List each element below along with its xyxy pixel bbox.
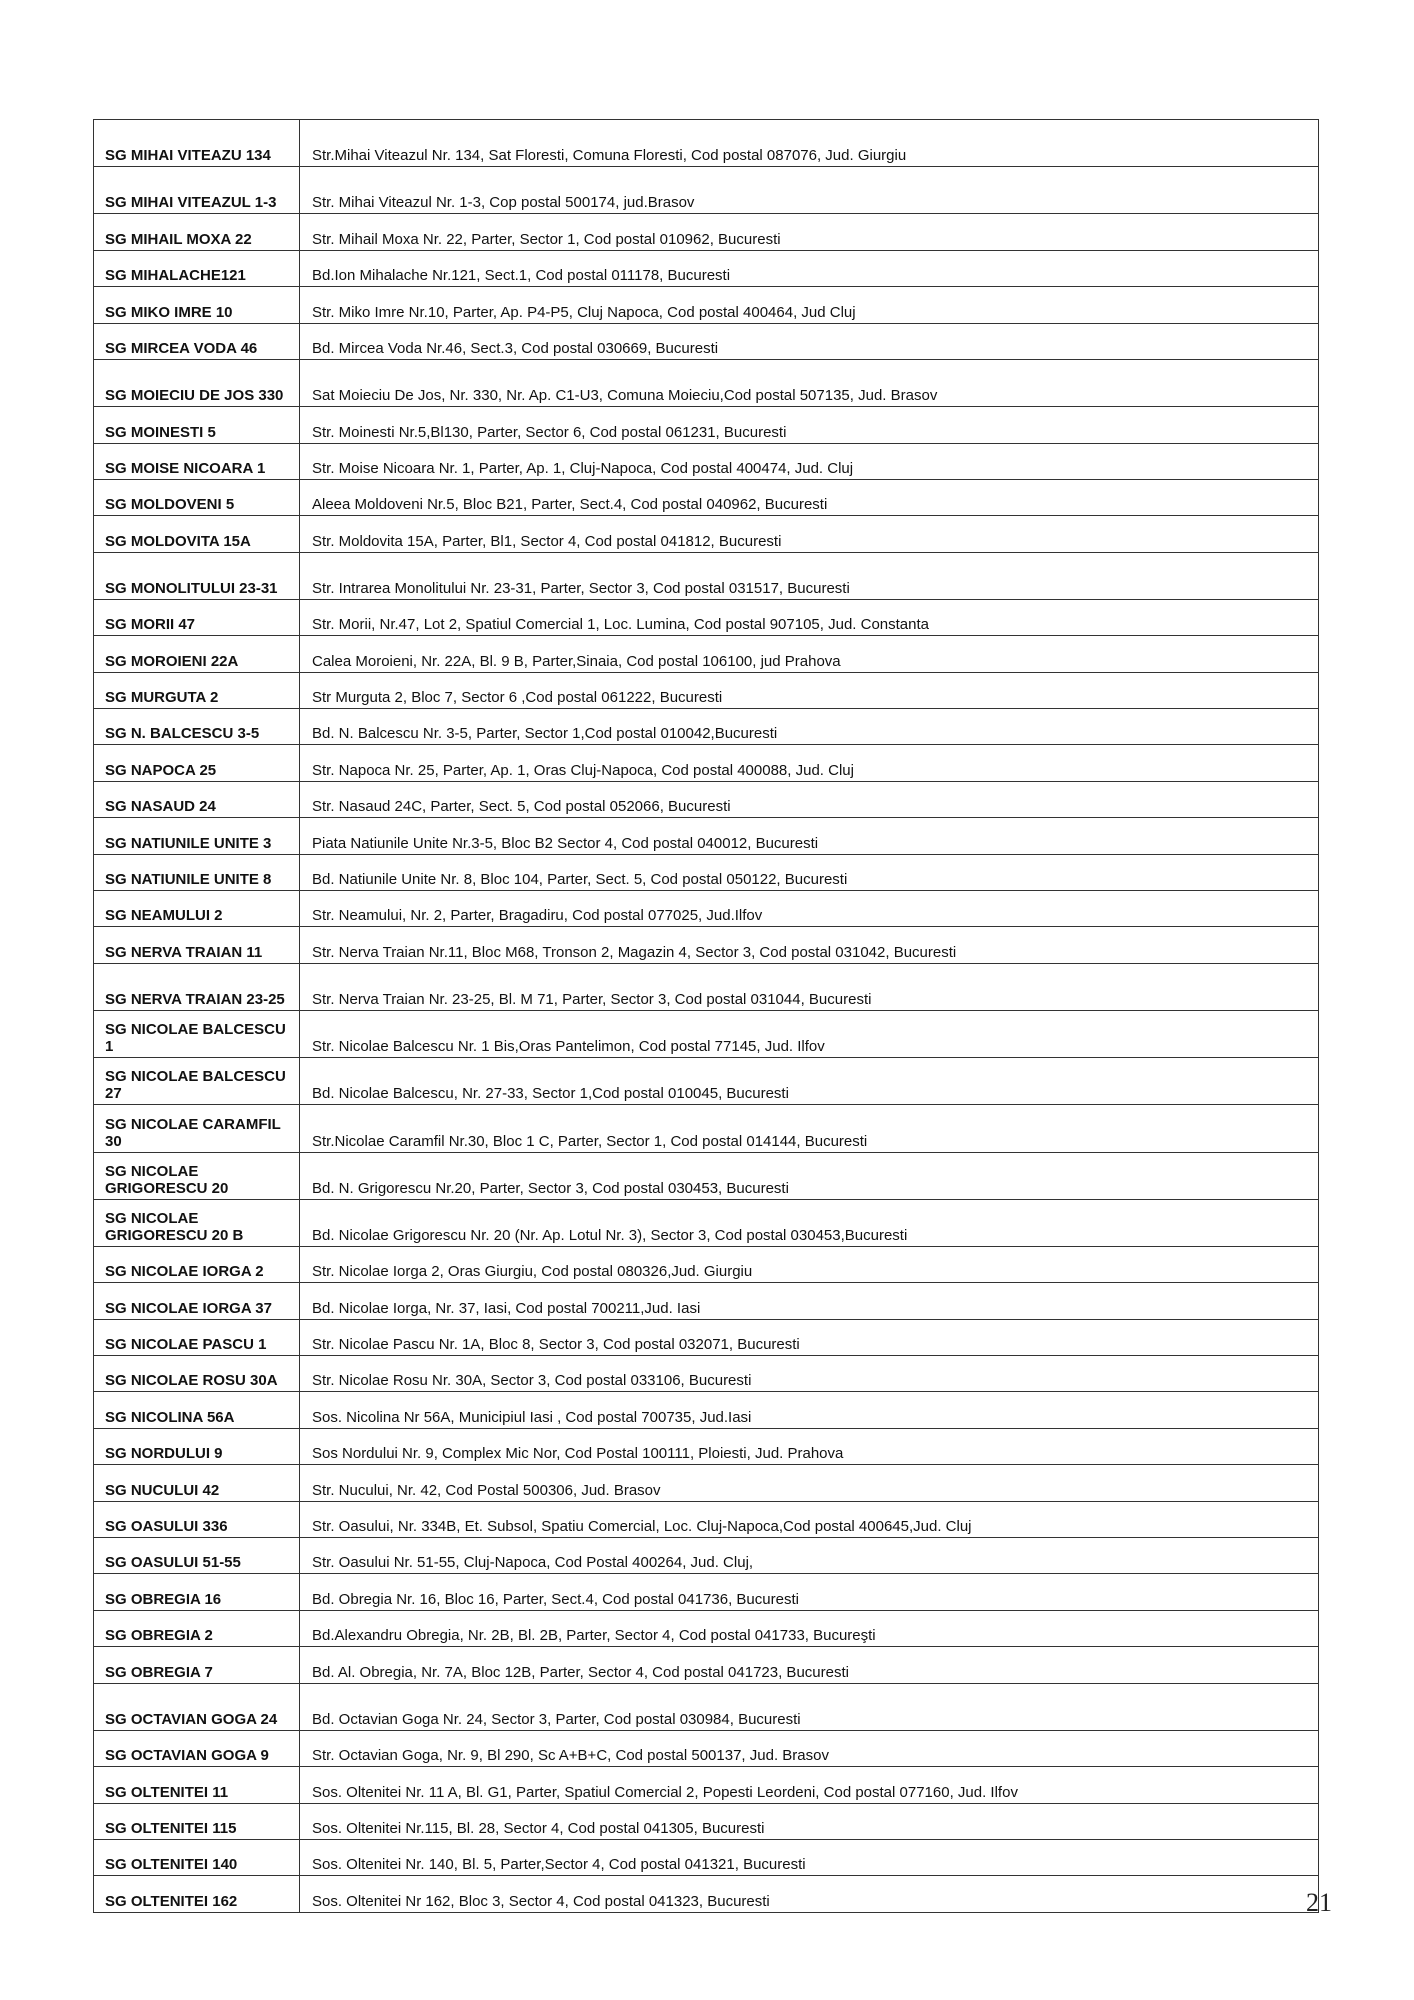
branch-name-cell: SG MOINESTI 5	[94, 407, 300, 443]
branch-name-cell: SG NUCULUI 42	[94, 1465, 300, 1501]
table-row	[94, 443, 1319, 479]
table-row	[94, 359, 1319, 406]
table-row	[94, 287, 1319, 323]
table-row	[94, 1428, 1319, 1464]
branch-name-cell: SG MOLDOVITA 15A	[94, 516, 300, 552]
branch-address-cell: Str. Nicolae Balcescu Nr. 1 Bis,Oras Pantelimon, Cod postal 77145, Jud. Ilfov	[300, 1010, 1319, 1057]
branch-name-cell: SG MURGUTA 2	[94, 672, 300, 708]
branch-address-cell: Str.Nicolae Caramfil Nr.30, Bloc 1 C, Parter, Sector 1, Cod postal 014144, Bucuresti	[300, 1105, 1319, 1152]
table-row	[94, 672, 1319, 708]
branch-address-cell: Str. Intrarea Monolitului Nr. 23-31, Parter, Sector 3, Cod postal 031517, Bucuresti	[300, 552, 1319, 599]
branch-name-cell: SG NICOLAE BALCESCU 27	[94, 1058, 300, 1105]
branch-address-cell: Sat Moieciu De Jos, Nr. 330, Nr. Ap. C1-U3, Comuna Moieciu,Cod postal 507135, Jud. Brasov	[300, 359, 1319, 406]
table-body	[94, 120, 1319, 1913]
table-row	[94, 1538, 1319, 1574]
branch-name-cell: SG NICOLAE ROSU 30A	[94, 1356, 300, 1392]
branch-name-cell: SG NASAUD 24	[94, 781, 300, 817]
table-row	[94, 1319, 1319, 1355]
table-row	[94, 1730, 1319, 1766]
table-row	[94, 167, 1319, 214]
table-row	[94, 1010, 1319, 1057]
branch-name-cell: SG NICOLAE GRIGORESCU 20 B	[94, 1199, 300, 1246]
branch-address-table	[93, 119, 1319, 1913]
branch-name-cell: SG OBREGIA 2	[94, 1610, 300, 1646]
branch-name-cell: SG NICOLAE PASCU 1	[94, 1319, 300, 1355]
table-row	[94, 636, 1319, 672]
branch-name-cell: SG NICOLAE GRIGORESCU 20	[94, 1152, 300, 1199]
branch-address-cell: Bd.Ion Mihalache Nr.121, Sect.1, Cod postal 011178, Bucuresti	[300, 250, 1319, 286]
branch-name-cell: SG MIHAI VITEAZU 134	[94, 120, 300, 167]
table-row	[94, 1356, 1319, 1392]
table-row	[94, 818, 1319, 854]
branch-address-cell: Str. Moinesti Nr.5,Bl130, Parter, Sector 6, Cod postal 061231, Bucuresti	[300, 407, 1319, 443]
branch-name-cell: SG OBREGIA 7	[94, 1647, 300, 1683]
table-row	[94, 407, 1319, 443]
table-row	[94, 599, 1319, 635]
branch-address-cell: Str. Morii, Nr.47, Lot 2, Spatiul Comercial 1, Loc. Lumina, Cod postal 907105, Jud. Constanta	[300, 599, 1319, 635]
table-row	[94, 1058, 1319, 1105]
branch-address-cell: Str Murguta 2, Bloc 7, Sector 6 ,Cod postal 061222, Bucuresti	[300, 672, 1319, 708]
table-row	[94, 1803, 1319, 1839]
branch-address-cell: Bd.Alexandru Obregia, Nr. 2B, Bl. 2B, Parter, Sector 4, Cod postal 041733, Bucureşti	[300, 1610, 1319, 1646]
branch-address-cell: Bd. Al. Obregia, Nr. 7A, Bloc 12B, Parter, Sector 4, Cod postal 041723, Bucuresti	[300, 1647, 1319, 1683]
table-row	[94, 1199, 1319, 1246]
table-row	[94, 891, 1319, 927]
table-row	[94, 1246, 1319, 1282]
branch-address-cell: Str. Mihai Viteazul Nr. 1-3, Cop postal 500174, jud.Brasov	[300, 167, 1319, 214]
branch-address-cell: Str. Nerva Traian Nr. 23-25, Bl. M 71, Parter, Sector 3, Cod postal 031044, Bucuresti	[300, 963, 1319, 1010]
table-row	[94, 1392, 1319, 1428]
branch-address-cell: Bd. Nicolae Grigorescu Nr. 20 (Nr. Ap. Lotul Nr. 3), Sector 3, Cod postal 030453,Bucuresti	[300, 1199, 1319, 1246]
branch-name-cell: SG MONOLITULUI 23-31	[94, 552, 300, 599]
branch-address-cell: Str. Neamului, Nr. 2, Parter, Bragadiru, Cod postal 077025, Jud.Ilfov	[300, 891, 1319, 927]
table-row	[94, 1876, 1319, 1912]
branch-name-cell: SG MIHAI VITEAZUL 1-3	[94, 167, 300, 214]
branch-name-cell: SG NEAMULUI 2	[94, 891, 300, 927]
branch-address-cell: Str. Nicolae Rosu Nr. 30A, Sector 3, Cod postal 033106, Bucuresti	[300, 1356, 1319, 1392]
branch-name-cell: SG NERVA TRAIAN 23-25	[94, 963, 300, 1010]
branch-address-cell: Bd. N. Balcescu Nr. 3-5, Parter, Sector 1,Cod postal 010042,Bucuresti	[300, 709, 1319, 745]
branch-name-cell: SG MIHALACHE121	[94, 250, 300, 286]
table-row	[94, 120, 1319, 167]
table-row	[94, 709, 1319, 745]
branch-address-cell: Str. Napoca Nr. 25, Parter, Ap. 1, Oras Cluj-Napoca, Cod postal 400088, Jud. Cluj	[300, 745, 1319, 781]
table-row	[94, 479, 1319, 515]
table-row	[94, 1767, 1319, 1803]
table-row	[94, 1105, 1319, 1152]
branch-name-cell: SG OLTENITEI 162	[94, 1876, 300, 1912]
table-row	[94, 927, 1319, 963]
branch-name-cell: SG NICOLAE IORGA 37	[94, 1283, 300, 1319]
branch-name-cell: SG MOLDOVENI 5	[94, 479, 300, 515]
branch-address-cell: Sos Nordului Nr. 9, Complex Mic Nor, Cod Postal 100111, Ploiesti, Jud. Prahova	[300, 1428, 1319, 1464]
branch-address-cell: Sos. Nicolina Nr 56A, Municipiul Iasi , Cod postal 700735, Jud.Iasi	[300, 1392, 1319, 1428]
branch-name-cell: SG OLTENITEI 140	[94, 1839, 300, 1875]
branch-address-cell: Sos. Oltenitei Nr. 11 A, Bl. G1, Parter, Spatiul Comercial 2, Popesti Leordeni, Cod postal 077160, Jud. Ilfov	[300, 1767, 1319, 1803]
table-row	[94, 552, 1319, 599]
table-row	[94, 854, 1319, 890]
branch-name-cell: SG NORDULUI 9	[94, 1428, 300, 1464]
branch-address-cell: Str. Moise Nicoara Nr. 1, Parter, Ap. 1, Cluj-Napoca, Cod postal 400474, Jud. Cluj	[300, 443, 1319, 479]
branch-name-cell: SG OASULUI 336	[94, 1501, 300, 1537]
table-row	[94, 214, 1319, 250]
branch-name-cell: SG NICOLAE CARAMFIL 30	[94, 1105, 300, 1152]
branch-address-cell: Bd. N. Grigorescu Nr.20, Parter, Sector 3, Cod postal 030453, Bucuresti	[300, 1152, 1319, 1199]
branch-address-cell: Str. Oasului Nr. 51-55, Cluj-Napoca, Cod Postal 400264, Jud. Cluj,	[300, 1538, 1319, 1574]
branch-name-cell: SG OCTAVIAN GOGA 9	[94, 1730, 300, 1766]
branch-name-cell: SG MIRCEA VODA 46	[94, 323, 300, 359]
table-row	[94, 250, 1319, 286]
branch-name-cell: SG NATIUNILE UNITE 8	[94, 854, 300, 890]
table-row	[94, 1283, 1319, 1319]
table-row	[94, 1152, 1319, 1199]
branch-name-cell: SG OLTENITEI 11	[94, 1767, 300, 1803]
branch-address-cell: Bd. Obregia Nr. 16, Bloc 16, Parter, Sect.4, Cod postal 041736, Bucuresti	[300, 1574, 1319, 1610]
table-row	[94, 745, 1319, 781]
branch-address-cell: Str. Nicolae Pascu Nr. 1A, Bloc 8, Sector 3, Cod postal 032071, Bucuresti	[300, 1319, 1319, 1355]
branch-address-cell: Bd. Mircea Voda Nr.46, Sect.3, Cod postal 030669, Bucuresti	[300, 323, 1319, 359]
branch-address-cell: Sos. Oltenitei Nr. 140, Bl. 5, Parter,Sector 4, Cod postal 041321, Bucuresti	[300, 1839, 1319, 1875]
branch-address-cell: Bd. Natiunile Unite Nr. 8, Bloc 104, Parter, Sect. 5, Cod postal 050122, Bucuresti	[300, 854, 1319, 890]
table-row	[94, 1683, 1319, 1730]
table-row	[94, 963, 1319, 1010]
table-row	[94, 1839, 1319, 1875]
branch-address-cell: Str. Octavian Goga, Nr. 9, Bl 290, Sc A+B+C, Cod postal 500137, Jud. Brasov	[300, 1730, 1319, 1766]
branch-name-cell: SG NICOLAE BALCESCU 1	[94, 1010, 300, 1057]
branch-address-cell: Calea Moroieni, Nr. 22A, Bl. 9 B, Parter,Sinaia, Cod postal 106100, jud Prahova	[300, 636, 1319, 672]
branch-name-cell: SG MOIECIU DE JOS 330	[94, 359, 300, 406]
branch-address-cell: Piata Natiunile Unite Nr.3-5, Bloc B2 Sector 4, Cod postal 040012, Bucuresti	[300, 818, 1319, 854]
branch-name-cell: SG NATIUNILE UNITE 3	[94, 818, 300, 854]
branch-address-cell: Str.Mihai Viteazul Nr. 134, Sat Floresti, Comuna Floresti, Cod postal 087076, Jud. Giurgiu	[300, 120, 1319, 167]
table-row	[94, 1501, 1319, 1537]
branch-address-cell: Str. Nasaud 24C, Parter, Sect. 5, Cod postal 052066, Bucuresti	[300, 781, 1319, 817]
branch-name-cell: SG NICOLAE IORGA 2	[94, 1246, 300, 1282]
branch-address-cell: Str. Miko Imre Nr.10, Parter, Ap. P4-P5, Cluj Napoca, Cod postal 400464, Jud Cluj	[300, 287, 1319, 323]
page-number: 21	[1306, 1888, 1332, 1917]
branch-name-cell: SG MOROIENI 22A	[94, 636, 300, 672]
table-row	[94, 516, 1319, 552]
branch-name-cell: SG NICOLINA 56A	[94, 1392, 300, 1428]
table-row	[94, 1610, 1319, 1646]
table-row	[94, 781, 1319, 817]
table-row	[94, 1465, 1319, 1501]
branch-name-cell: SG OBREGIA 16	[94, 1574, 300, 1610]
branch-address-cell: Aleea Moldoveni Nr.5, Bloc B21, Parter, Sect.4, Cod postal 040962, Bucuresti	[300, 479, 1319, 515]
branch-name-cell: SG OLTENITEI 115	[94, 1803, 300, 1839]
branch-name-cell: SG N. BALCESCU 3-5	[94, 709, 300, 745]
branch-address-cell: Bd. Nicolae Balcescu, Nr. 27-33, Sector 1,Cod postal 010045, Bucuresti	[300, 1058, 1319, 1105]
branch-address-cell: Str. Moldovita 15A, Parter, Bl1, Sector 4, Cod postal 041812, Bucuresti	[300, 516, 1319, 552]
branch-address-cell: Str. Nucului, Nr. 42, Cod Postal 500306, Jud. Brasov	[300, 1465, 1319, 1501]
branch-address-cell: Bd. Nicolae Iorga, Nr. 37, Iasi, Cod postal 700211,Jud. Iasi	[300, 1283, 1319, 1319]
branch-name-cell: SG MOISE NICOARA 1	[94, 443, 300, 479]
table-row	[94, 1574, 1319, 1610]
branch-address-cell: Sos. Oltenitei Nr 162, Bloc 3, Sector 4, Cod postal 041323, Bucuresti	[300, 1876, 1319, 1912]
table-row	[94, 1647, 1319, 1683]
branch-name-cell: SG MORII 47	[94, 599, 300, 635]
table-row	[94, 323, 1319, 359]
branch-address-cell: Str. Mihail Moxa Nr. 22, Parter, Sector 1, Cod postal 010962, Bucuresti	[300, 214, 1319, 250]
branch-name-cell: SG NERVA TRAIAN 11	[94, 927, 300, 963]
branch-address-cell: Str. Nerva Traian Nr.11, Bloc M68, Tronson 2, Magazin 4, Sector 3, Cod postal 031042, Bucuresti	[300, 927, 1319, 963]
branch-name-cell: SG NAPOCA 25	[94, 745, 300, 781]
branch-name-cell: SG OCTAVIAN GOGA 24	[94, 1683, 300, 1730]
branch-name-cell: SG OASULUI 51-55	[94, 1538, 300, 1574]
branch-address-cell: Str. Nicolae Iorga 2, Oras Giurgiu, Cod postal 080326,Jud. Giurgiu	[300, 1246, 1319, 1282]
branch-name-cell: SG MIKO IMRE 10	[94, 287, 300, 323]
branch-name-cell: SG MIHAIL MOXA 22	[94, 214, 300, 250]
branch-address-cell: Str. Oasului, Nr. 334B, Et. Subsol, Spatiu Comercial, Loc. Cluj-Napoca,Cod postal 400645,Jud. Cluj	[300, 1501, 1319, 1537]
branch-address-cell: Bd. Octavian Goga Nr. 24, Sector 3, Parter, Cod postal 030984, Bucuresti	[300, 1683, 1319, 1730]
branch-address-cell: Sos. Oltenitei Nr.115, Bl. 28, Sector 4, Cod postal 041305, Bucuresti	[300, 1803, 1319, 1839]
